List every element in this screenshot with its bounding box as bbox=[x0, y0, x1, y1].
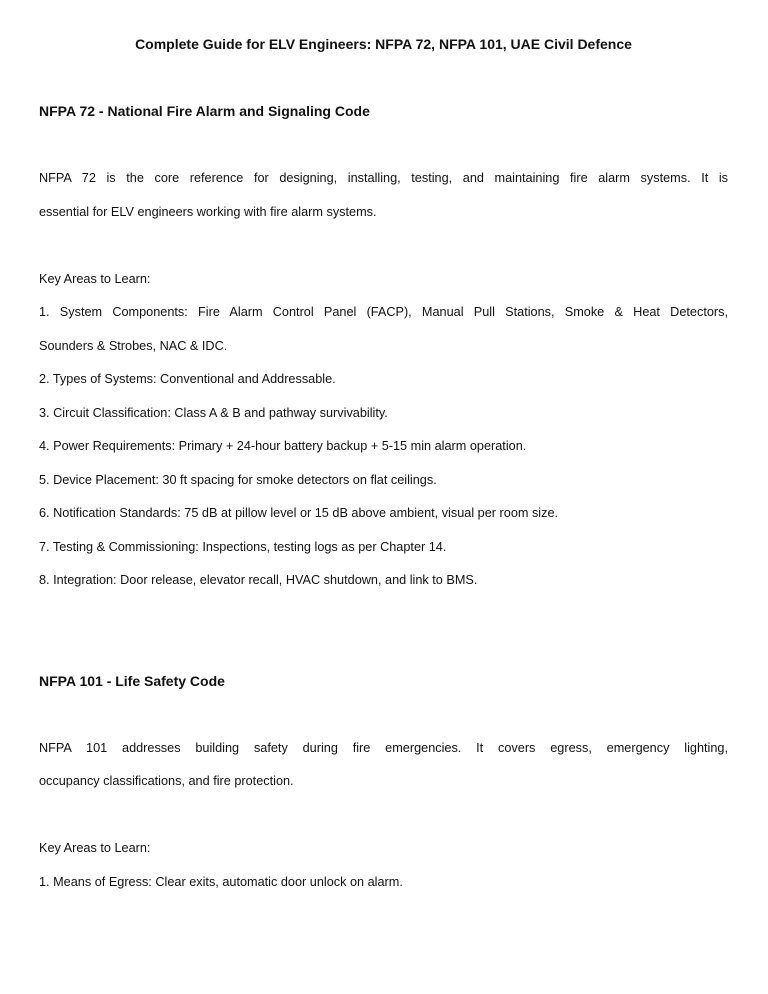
intro-paragraph-line: NFPA 101 addresses building safety during fire emergencies. It covers egress, emergency lighting, bbox=[39, 740, 728, 755]
list-item-line: 1. Means of Egress: Clear exits, automatic door unlock on alarm. bbox=[39, 874, 403, 889]
list-item-line: 5. Device Placement: 30 ft spacing for smoke detectors on flat ceilings. bbox=[39, 472, 437, 487]
list-item-line: 3. Circuit Classification: Class A & B and pathway survivability. bbox=[39, 405, 388, 420]
key-areas-label: Key Areas to Learn: bbox=[39, 271, 151, 286]
list-item-line: 8. Integration: Door release, elevator recall, HVAC shutdown, and link to BMS. bbox=[39, 573, 478, 587]
spacer bbox=[39, 698, 728, 732]
intro-paragraph-line: occupancy classifications, and fire protection. bbox=[39, 774, 294, 788]
list-item-line: 1. System Components: Fire Alarm Control Panel (FACP), Manual Pull Stations, Smoke & Heat Detectors, bbox=[39, 305, 728, 319]
intro-paragraph-line: NFPA 72 is the core reference for designing, installing, testing, and maintaining fire alarm systems. It is bbox=[39, 171, 728, 185]
list-item-line: Sounders & Strobes, NAC & IDC. bbox=[39, 338, 228, 353]
spacer bbox=[39, 799, 728, 833]
spacer bbox=[39, 229, 728, 263]
section-heading-nfpa-72: NFPA 72 - National Fire Alarm and Signaling Code bbox=[39, 103, 370, 119]
list-item-line: 2. Types of Systems: Conventional and Addressable. bbox=[39, 372, 336, 386]
document-title: Complete Guide for ELV Engineers: NFPA 72, NFPA 101, UAE Civil Defence bbox=[135, 36, 632, 52]
list-item-line: 7. Testing & Commissioning: Inspections, testing logs as per Chapter 14. bbox=[39, 539, 447, 554]
key-areas-label: Key Areas to Learn: bbox=[39, 841, 151, 855]
spacer bbox=[39, 598, 728, 665]
list-item-line: 6. Notification Standards: 75 dB at pillow level or 15 dB above ambient, visual per room size. bbox=[39, 506, 559, 520]
spacer bbox=[39, 62, 728, 96]
section-heading-nfpa-101: NFPA 101 - Life Safety Code bbox=[39, 672, 225, 689]
list-item-line: 4. Power Requirements: Primary + 24-hour battery backup + 5-15 min alarm operation. bbox=[39, 439, 527, 453]
spacer bbox=[39, 129, 728, 163]
intro-paragraph-line: essential for ELV engineers working with fire alarm systems. bbox=[39, 204, 377, 219]
